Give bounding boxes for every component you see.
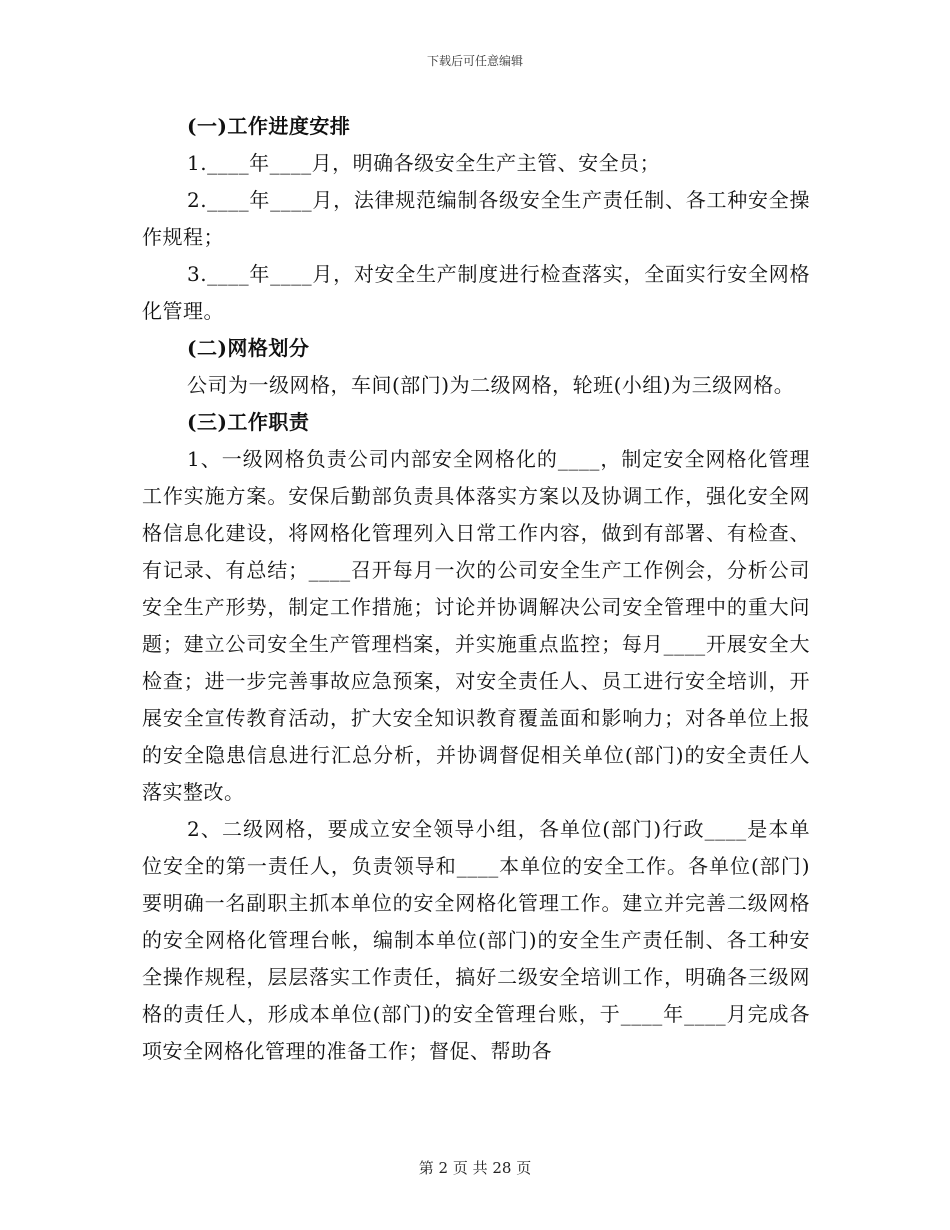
duty-paragraph-2: 2、二级网格，要成立安全领导小组，各单位(部门)行政____是本单位安全的第一责任人，负责领导和____本单位的安全工作。各单位(部门)要明确一名副职主抓本单位的安全网格化管理工作。建立并完善二级网格的安全网格化管理台帐，编制本单位(部门)的安全生产责任制、各工种安全操作规程，层层落实工作责任，搞好二级安全培训工作，明确各三级网格的责任人，形成本单位(部门)的安全管理台账，于____年____月完成各项安全网格化管理的准备工作；督促、帮助各 bbox=[142, 817, 810, 1063]
section-heading-grid: (二)网格划分 bbox=[187, 336, 310, 360]
page-header: 下载后可任意编辑 bbox=[426, 54, 523, 68]
section-heading-schedule: (一)工作进度安排 bbox=[187, 114, 351, 138]
schedule-item-1: 1.____年____月，明确各级安全生产主管、安全员； bbox=[187, 151, 661, 175]
grid-division-text: 公司为一级网格，车间(部门)为二级网格，轮班(小组)为三级网格。 bbox=[187, 373, 795, 397]
schedule-item-2: 2.____年____月，法律规范编制各级安全生产责任制、各工种安全操作规程； bbox=[142, 188, 810, 249]
schedule-item-3: 3.____年____月，对安全生产制度进行检查落实，全面实行安全网格化管理。 bbox=[142, 262, 810, 323]
page-footer: 第 2 页 共 28 页 bbox=[418, 1159, 532, 1177]
document-body bbox=[142, 108, 810, 1070]
section-heading-duties: (三)工作职责 bbox=[187, 410, 310, 434]
duty-paragraph-1: 1、一级网格负责公司内部安全网格化的____，制定安全网格化管理工作实施方案。安保后勤部负责具体落实方案以及协调工作，强化安全网格信息化建设，将网格化管理列入日常工作内容，做到有部署、有检查、有记录、有总结；____召开每月一次的公司安全生产工作例会，分析公司安全生产形势，制定工作措施；讨论并协调解决公司安全管理中的重大问题；建立公司安全生产管理档案，并实施重点监控；每月____开展安全大检查；进一步完善事故应急预案，对安全责任人、员工进行安全培训，开展安全宣传教育活动，扩大安全知识教育覆盖面和影响力；对各单位上报的安全隐患信息进行汇总分析，并协调督促相关单位(部门)的安全责任人落实整改。 bbox=[142, 447, 810, 804]
